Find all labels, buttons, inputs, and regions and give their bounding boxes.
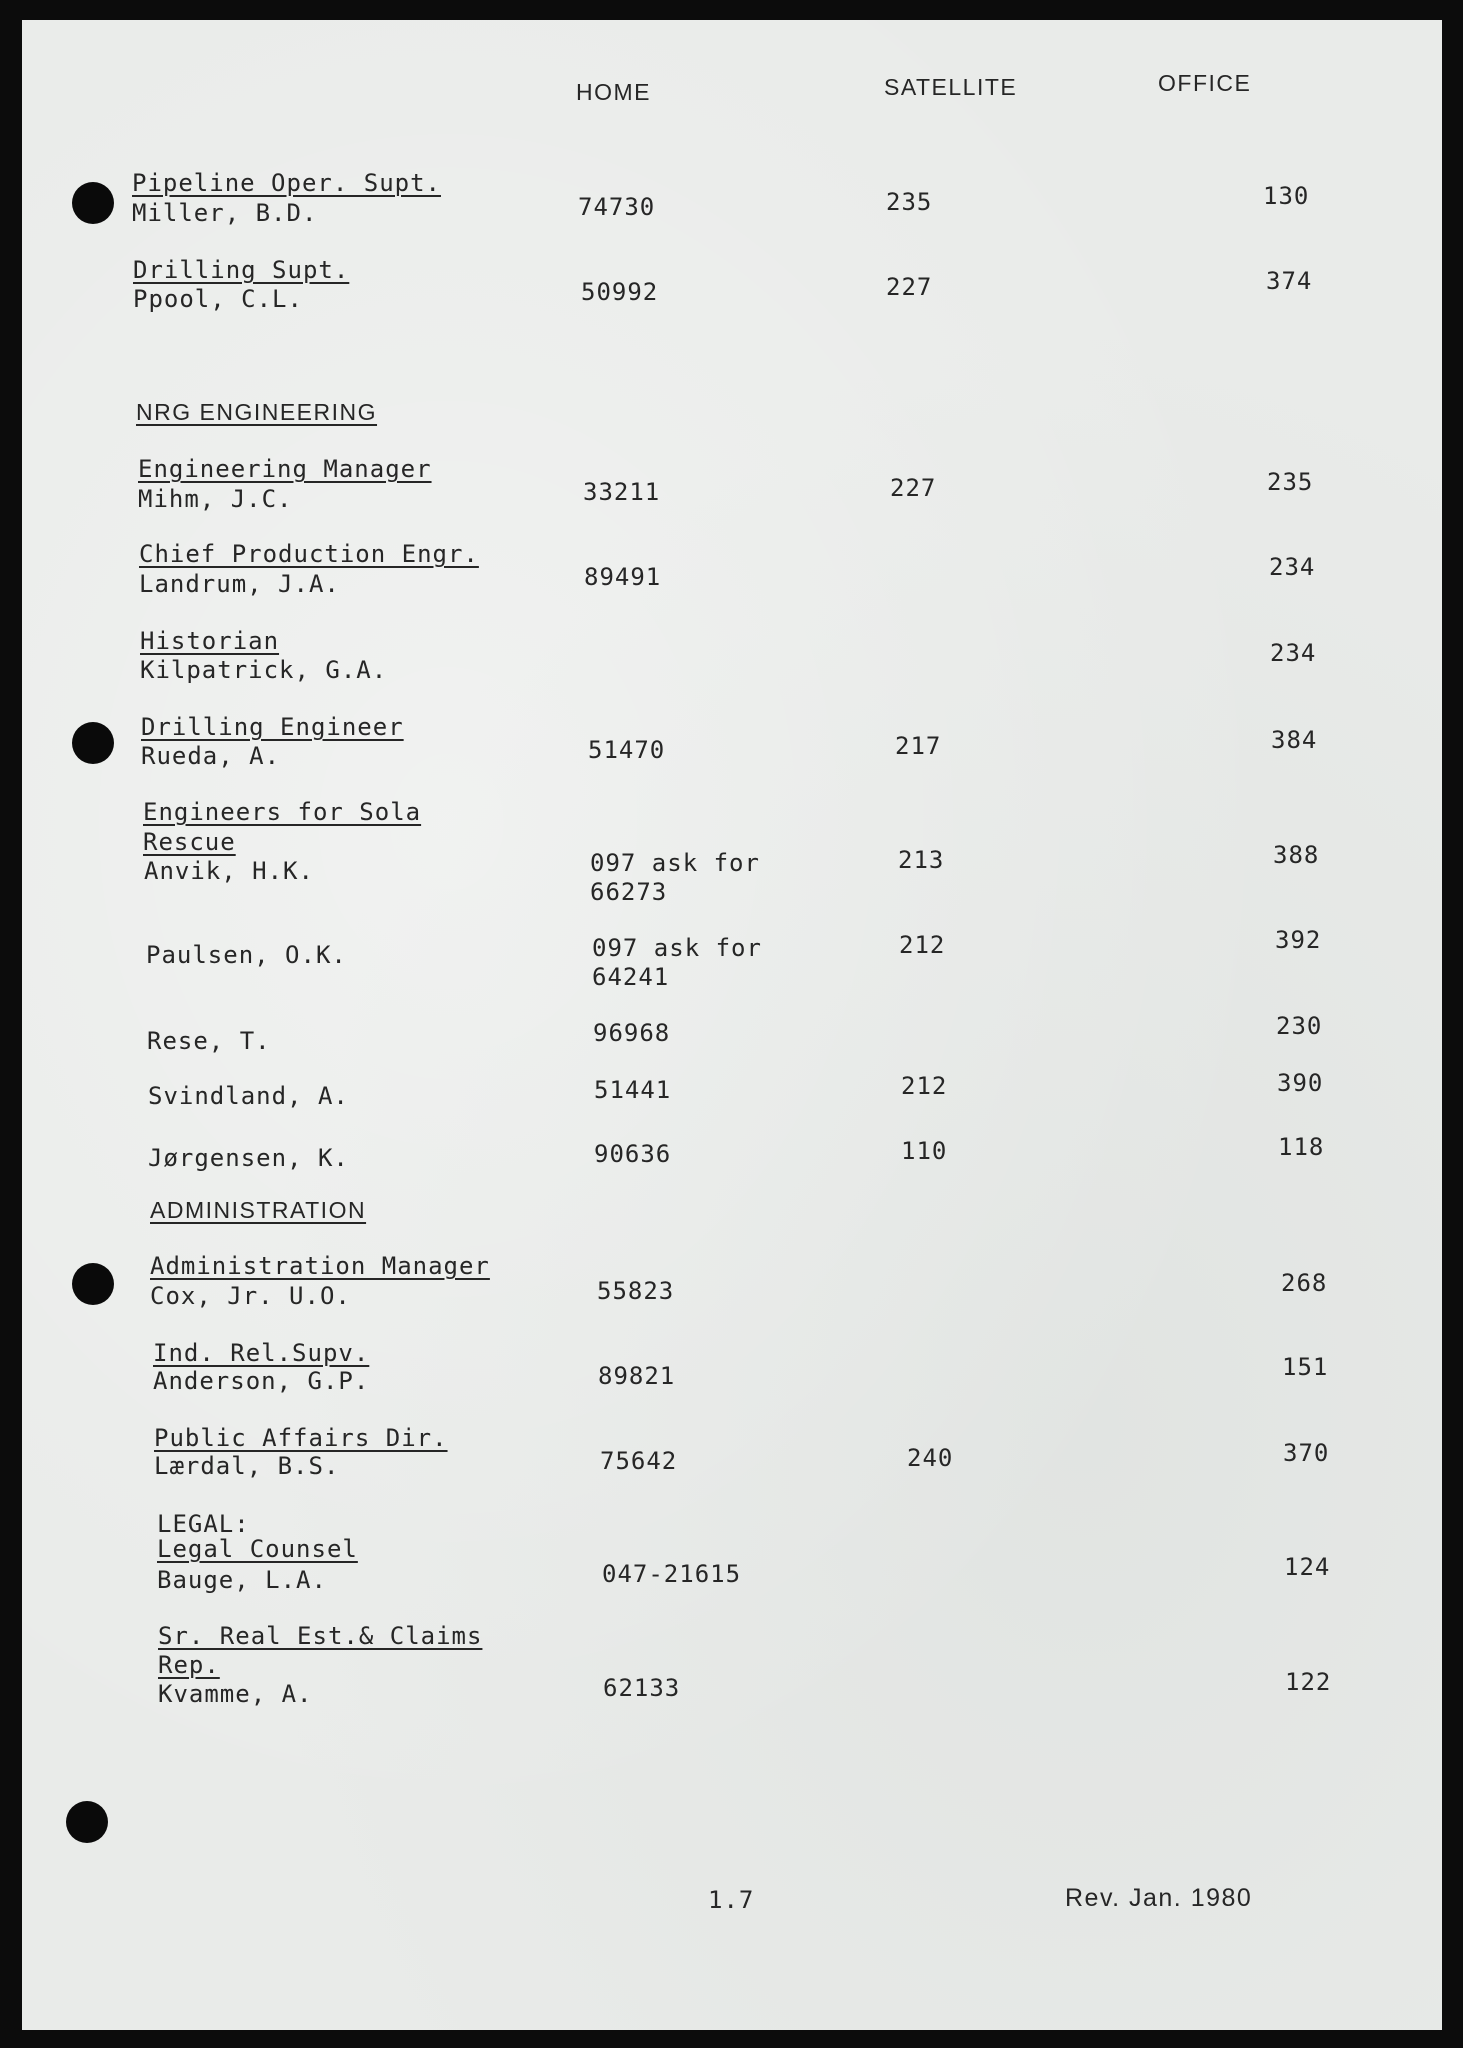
entry-name: Ppool, C.L. — [133, 285, 303, 313]
entry-office: 268 — [1281, 1269, 1328, 1297]
entry-satellite: 217 — [895, 732, 942, 760]
entry-title: Engineering Manager — [138, 455, 432, 483]
entry-office: 390 — [1277, 1069, 1324, 1097]
legal-heading: LEGAL: — [157, 1510, 250, 1538]
entry-name: Bauge, L.A. — [157, 1566, 327, 1594]
entry-home: 96968 — [593, 1019, 671, 1047]
entry-name: Kilpatrick, G.A. — [140, 656, 388, 684]
entry-home: 33211 — [583, 478, 661, 506]
entry-satellite: 110 — [901, 1137, 948, 1165]
entry-name: Cox, Jr. U.O. — [150, 1282, 351, 1310]
entry-home: 75642 — [600, 1447, 678, 1475]
entry-satellite: 212 — [901, 1072, 948, 1100]
entry-home: 89491 — [584, 563, 662, 591]
entry-office: 234 — [1270, 639, 1317, 667]
entry-title: Public Affairs Dir. — [154, 1424, 448, 1452]
entry-office: 122 — [1285, 1668, 1332, 1696]
entry-home: 51470 — [588, 736, 666, 764]
entry-home: 55823 — [597, 1277, 675, 1305]
revision-date: Rev. Jan. 1980 — [1065, 1884, 1253, 1912]
entry-name: Lærdal, B.S. — [154, 1452, 340, 1480]
section-heading-admin: ADMINISTRATION — [150, 1197, 367, 1223]
page-number: 1.7 — [708, 1886, 755, 1914]
entry-name: Mihm, J.C. — [138, 485, 293, 513]
entry-name: Anderson, G.P. — [153, 1367, 370, 1395]
entry-home-line1: 097 ask for — [590, 849, 760, 877]
entry-satellite: 212 — [899, 931, 946, 959]
entry-office: 370 — [1283, 1439, 1330, 1467]
entry-satellite: 240 — [907, 1444, 954, 1472]
entry-satellite: 235 — [886, 188, 933, 216]
col-header-satellite: SATELLITE — [884, 74, 1018, 100]
entry-name: Jørgensen, K. — [148, 1144, 349, 1172]
entry-satellite: 213 — [898, 846, 945, 874]
entry-name: Rueda, A. — [141, 742, 281, 770]
col-header-home: HOME — [576, 79, 651, 105]
entry-title-line2: Rescue — [143, 828, 236, 856]
entry-home-line2: 64241 — [592, 963, 670, 991]
entry-name: Miller, B.D. — [132, 199, 318, 227]
entry-satellite: 227 — [886, 273, 933, 301]
punch-hole-2 — [72, 722, 114, 764]
col-header-office: OFFICE — [1158, 70, 1252, 96]
punch-hole-3 — [72, 1263, 114, 1305]
entry-office: 118 — [1278, 1133, 1325, 1161]
entry-home: 50992 — [581, 278, 659, 306]
entry-office: 234 — [1269, 553, 1316, 581]
entry-office: 388 — [1273, 841, 1320, 869]
entry-title: Chief Production Engr. — [139, 540, 479, 568]
entry-home-line1: 097 ask for — [592, 934, 762, 962]
punch-hole-1 — [72, 182, 114, 224]
document-page — [22, 20, 1442, 2030]
punch-hole-4 — [66, 1801, 108, 1843]
entry-name: Kvamme, A. — [158, 1680, 313, 1708]
entry-title: Historian — [140, 627, 280, 655]
entry-name: Paulsen, O.K. — [146, 941, 347, 969]
entry-home-line2: 66273 — [590, 878, 668, 906]
entry-home: 62133 — [603, 1674, 681, 1702]
entry-title: Ind. Rel.Supv. — [153, 1339, 370, 1367]
entry-name: Svindland, A. — [148, 1082, 349, 1110]
entry-title-line1: Sr. Real Est.& Claims — [158, 1622, 483, 1650]
entry-title-line1: Engineers for Sola — [143, 798, 422, 826]
entry-title-line2: Rep. — [158, 1651, 220, 1679]
entry-home: 047-21615 — [602, 1560, 742, 1588]
entry-office: 384 — [1271, 726, 1318, 754]
entry-satellite: 227 — [890, 474, 937, 502]
entry-name: Rese, T. — [147, 1027, 271, 1055]
entry-name: Anvik, H.K. — [144, 857, 314, 885]
entry-title: Pipeline Oper. Supt. — [132, 169, 441, 197]
entry-office: 392 — [1275, 926, 1322, 954]
entry-name: Landrum, J.A. — [139, 570, 340, 598]
entry-title: Administration Manager — [150, 1252, 490, 1280]
entry-office: 124 — [1284, 1553, 1331, 1581]
entry-home: 74730 — [578, 193, 656, 221]
entry-office: 130 — [1263, 182, 1310, 210]
entry-office: 235 — [1267, 468, 1314, 496]
entry-office: 151 — [1282, 1353, 1329, 1381]
entry-home: 51441 — [594, 1076, 672, 1104]
entry-office: 374 — [1266, 267, 1313, 295]
entry-office: 230 — [1276, 1012, 1323, 1040]
entry-title: Drilling Supt. — [133, 256, 350, 284]
entry-home: 89821 — [598, 1362, 676, 1390]
entry-title: Drilling Engineer — [141, 713, 404, 741]
entry-title: Legal Counsel — [157, 1535, 358, 1563]
entry-home: 90636 — [594, 1140, 672, 1168]
section-heading-nrg: NRG ENGINEERING — [136, 399, 378, 425]
